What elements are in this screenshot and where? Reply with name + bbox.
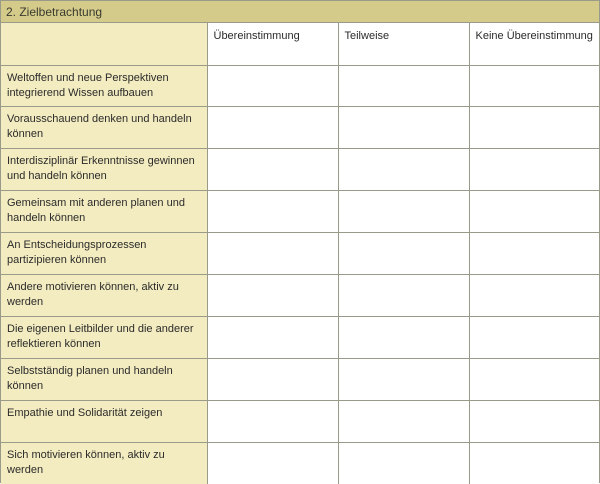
cell-teilweise[interactable] — [338, 233, 469, 275]
cell-keine-uebereinstimmung[interactable] — [469, 316, 599, 358]
cell-uebereinstimmung[interactable] — [207, 316, 338, 358]
row-label: Empathie und Solidarität zeigen — [1, 400, 207, 442]
cell-keine-uebereinstimmung[interactable] — [469, 65, 599, 107]
row-label: Die eigenen Leitbilder und die anderer reflektieren können — [1, 316, 207, 358]
cell-teilweise[interactable] — [338, 149, 469, 191]
header-row — [1, 23, 599, 65]
cell-keine-uebereinstimmung[interactable] — [469, 233, 599, 275]
cell-teilweise[interactable] — [338, 191, 469, 233]
section-title: 2. Zielbetrachtung — [1, 1, 599, 23]
row-label: Vorausschauend denken und handeln können — [1, 107, 207, 149]
cell-keine-uebereinstimmung[interactable] — [469, 149, 599, 191]
cell-keine-uebereinstimmung[interactable] — [469, 400, 599, 442]
cell-keine-uebereinstimmung[interactable] — [469, 107, 599, 149]
cell-uebereinstimmung[interactable] — [207, 400, 338, 442]
cell-keine-uebereinstimmung[interactable] — [469, 442, 599, 484]
table-row — [1, 65, 599, 107]
table-row — [1, 316, 599, 358]
header-criteria — [1, 23, 207, 65]
assessment-table — [1, 23, 599, 484]
row-label: Selbstständig planen und handeln können — [1, 358, 207, 400]
cell-teilweise[interactable] — [338, 358, 469, 400]
cell-uebereinstimmung[interactable] — [207, 233, 338, 275]
row-label: Interdisziplinär Erkenntnisse gewinnen und handeln können — [1, 149, 207, 191]
row-label: Sich motivieren können, aktiv zu werden — [1, 442, 207, 484]
row-label: Gemeinsam mit anderen planen und handeln können — [1, 191, 207, 233]
cell-uebereinstimmung[interactable] — [207, 65, 338, 107]
table-row — [1, 233, 599, 275]
table-row — [1, 107, 599, 149]
row-label: Weltoffen und neue Perspektiven integrierend Wissen aufbauen — [1, 65, 207, 107]
cell-uebereinstimmung[interactable] — [207, 358, 338, 400]
cell-keine-uebereinstimmung[interactable] — [469, 274, 599, 316]
cell-keine-uebereinstimmung[interactable] — [469, 358, 599, 400]
header-keine-uebereinstimmung: Keine Übereinstimmung — [469, 23, 599, 65]
cell-teilweise[interactable] — [338, 442, 469, 484]
cell-teilweise[interactable] — [338, 274, 469, 316]
table-row — [1, 442, 599, 484]
table-row — [1, 274, 599, 316]
table-row — [1, 191, 599, 233]
cell-teilweise[interactable] — [338, 107, 469, 149]
row-label: An Entscheidungsprozessen partizipieren können — [1, 233, 207, 275]
cell-teilweise[interactable] — [338, 400, 469, 442]
row-label: Andere motivieren können, aktiv zu werden — [1, 274, 207, 316]
table-row — [1, 358, 599, 400]
cell-uebereinstimmung[interactable] — [207, 191, 338, 233]
table-row — [1, 149, 599, 191]
cell-uebereinstimmung[interactable] — [207, 274, 338, 316]
header-teilweise: Teilweise — [338, 23, 469, 65]
table-row — [1, 400, 599, 442]
cell-teilweise[interactable] — [338, 65, 469, 107]
cell-uebereinstimmung[interactable] — [207, 107, 338, 149]
cell-uebereinstimmung[interactable] — [207, 442, 338, 484]
cell-uebereinstimmung[interactable] — [207, 149, 338, 191]
cell-teilweise[interactable] — [338, 316, 469, 358]
cell-keine-uebereinstimmung[interactable] — [469, 191, 599, 233]
header-uebereinstimmung: Übereinstimmung — [207, 23, 338, 65]
